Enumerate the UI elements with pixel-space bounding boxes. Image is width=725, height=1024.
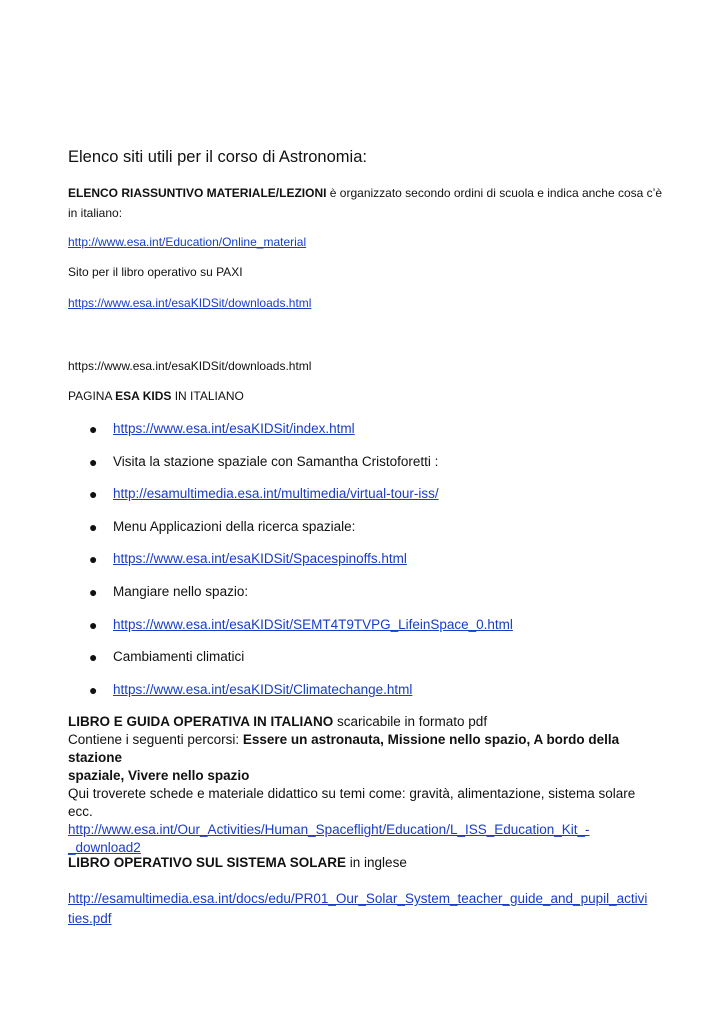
libro-solare-suffix: in inglese [346, 855, 407, 870]
bullet-icon: ● [89, 617, 98, 633]
bullet-link[interactable]: https://www.esa.int/esaKIDSit/Spacespinoffs.html [113, 551, 407, 566]
esa-kids-suffix: IN ITALIANO [171, 389, 244, 403]
bullet-icon: ● [89, 584, 98, 600]
bullet-icon: ● [89, 682, 98, 698]
bullet-link[interactable]: https://www.esa.int/esaKIDSit/Climatechange.html [113, 682, 413, 697]
solar-system-link-block [68, 889, 658, 929]
percorsi-bold-2: spaziale, Vivere nello spazio [68, 768, 250, 783]
intro-bold: ELENCO RIASSUNTIVO MATERIALE/LEZIONI [68, 186, 327, 200]
downloads-link[interactable]: https://www.esa.int/esaKIDSit/downloads.html [68, 296, 312, 310]
bullet-icon: ● [89, 486, 98, 502]
percorsi-line-1 [68, 731, 658, 767]
bullet-link[interactable]: https://www.esa.int/esaKIDSit/SEMT4T9TVPG_LifeinSpace_0.html [113, 617, 513, 632]
bullet-icon: ● [89, 649, 98, 665]
esa-education-link[interactable]: http://www.esa.int/Education/Online_material [68, 235, 307, 249]
intro-line-2: in italiano: [68, 206, 123, 220]
intro-text: è organizzato secondo ordini di scuola e indica anche cosa c’è [326, 186, 662, 200]
page-title: Elenco siti utili per il corso di Astronomia: [68, 148, 367, 166]
bullet-link[interactable]: http://esamultimedia.esa.int/multimedia/virtual-tour-iss/ [113, 486, 439, 501]
bullet-text: Mangiare nello spazio: [113, 584, 249, 599]
libro-guida-suffix: scaricabile in formato pdf [333, 714, 488, 729]
downloads-plain-text: https://www.esa.int/esaKIDSit/downloads.html [68, 359, 312, 373]
percorsi-bold-1: Essere un astronauta, Missione nello spazio, A bordo della stazione [68, 732, 620, 765]
libro-guida-heading [68, 713, 658, 731]
bullet-link[interactable]: https://www.esa.int/esaKIDSit/index.html [113, 421, 355, 436]
bullet-text: Visita la stazione spaziale con Samantha Cristoforetti : [113, 454, 439, 469]
bullet-icon: ● [89, 519, 98, 535]
bullet-icon: ● [89, 421, 98, 437]
libro-solare-bold: LIBRO OPERATIVO SUL SISTEMA SOLARE [68, 855, 347, 870]
schede-line-2: ecc. [68, 804, 93, 819]
libro-solare-heading [68, 855, 407, 870]
education-kit-link-part-2[interactable]: _download2 [68, 840, 141, 855]
education-kit-link-part-1[interactable]: http://www.esa.int/Our_Activities/Human_Spaceflight/Education/L_ISS_Education_Kit_- [68, 822, 590, 837]
libro-guida-section [68, 713, 658, 857]
intro-line-1 [68, 186, 662, 200]
bullet-text: Menu Applicazioni della ricerca spaziale: [113, 519, 356, 534]
esa-kids-bold: ESA KIDS [115, 389, 172, 403]
percorsi-line-2 [68, 767, 658, 785]
libro-guida-bold: LIBRO E GUIDA OPERATIVA IN ITALIANO [68, 714, 334, 729]
solar-system-link-part-2[interactable]: ties.pdf [68, 911, 112, 926]
bullet-icon: ● [89, 454, 98, 470]
schede-line-1: Qui troverete schede e materiale didattico su temi come: gravità, alimentazione, sistema solare [68, 786, 636, 801]
paxi-label: Sito per il libro operativo su PAXI [68, 265, 243, 279]
percorsi-prefix: Contiene i seguenti percorsi: [68, 732, 243, 747]
bullet-text: Cambiamenti climatici [113, 649, 245, 664]
solar-system-link-part-1[interactable]: http://esamultimedia.esa.int/docs/edu/PR01_Our_Solar_System_teacher_guide_and_pupil_activi [68, 891, 648, 906]
bullet-icon: ● [89, 551, 98, 567]
esa-kids-prefix: PAGINA [68, 389, 116, 403]
esa-kids-heading [68, 389, 244, 403]
